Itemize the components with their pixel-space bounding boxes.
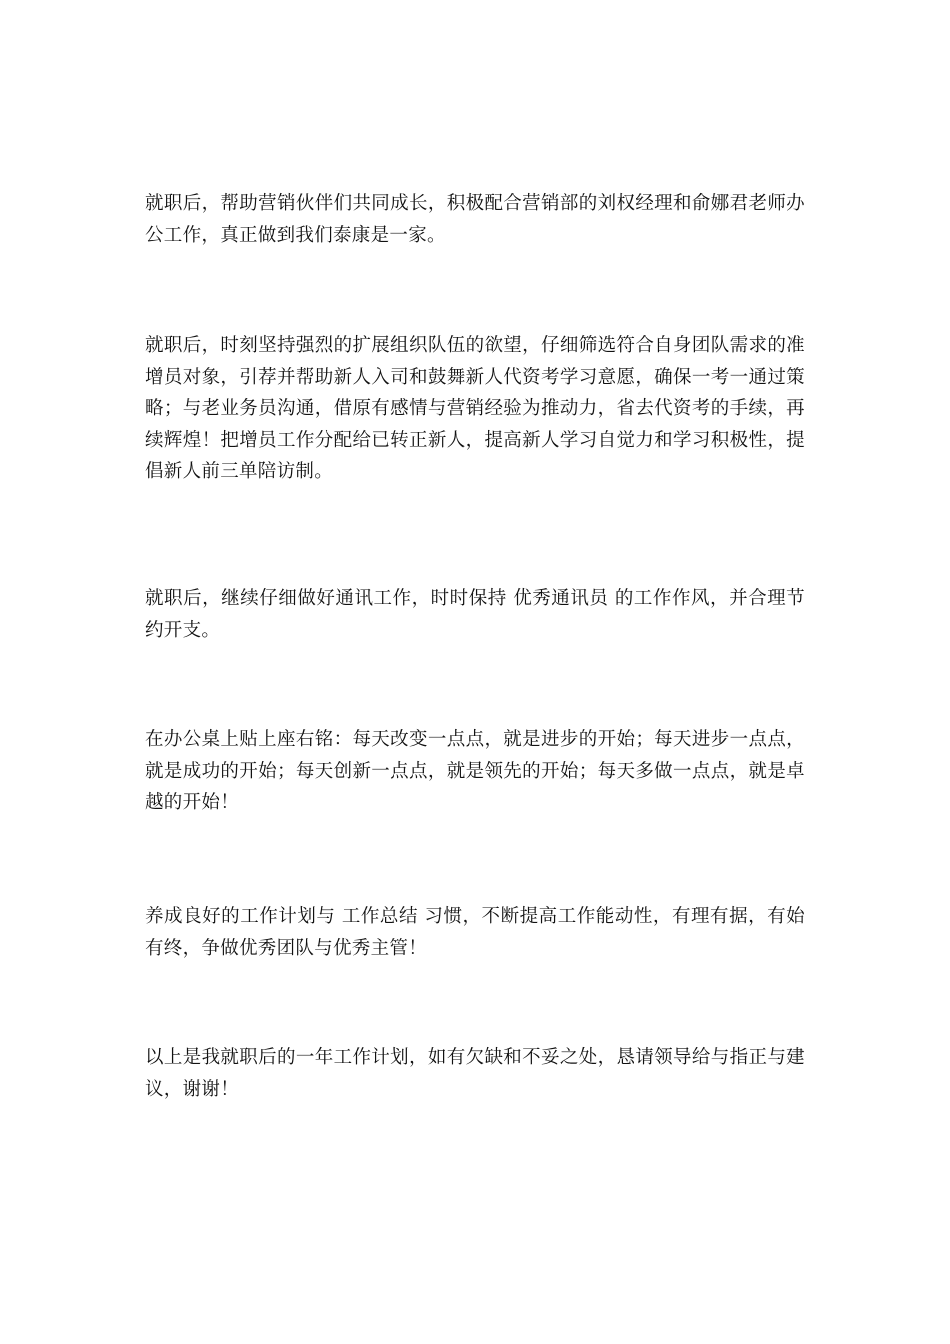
paragraph-closing: 以上是我就职后的一年工作计划，如有欠缺和不妥之处，恳请领导给与指正与建议，谢谢！ <box>145 1047 805 1100</box>
paragraph-habits: 养成良好的工作计划与 工作总结 习惯，不断提高工作能动性，有理有据，有始有终，争做优秀团队与优秀主管！ <box>145 906 805 959</box>
paragraph-motto: 在办公桌上贴上座右铭：每天改变一点点，就是进步的开始；每天进步一点点，就是成功的开始；每天创新一点点，就是领先的开始；每天多做一点点，就是卓越的开始！ <box>145 729 805 813</box>
paragraph-mentoring: 就职后，帮助营销伙伴们共同成长，积极配合营销部的刘权经理和俞娜君老师办公工作，真正做到我们泰康是一家。 <box>145 193 805 246</box>
paragraph-recruitment: 就职后，时刻坚持强烈的扩展组织队伍的欲望，仔细筛选符合自身团队需求的准增员对象，引荐并帮助新人入司和鼓舞新人代资考学习意愿，确保一考一通过策略；与老业务员沟通，借原有感情与营销经验为推动力，省去代资考的手续，再续辉煌！把增员工作分配给已转正新人，提高新人学习自觉力和学习积极性，提倡新人前三单陪访制。 <box>145 335 805 482</box>
paragraph-communication: 就职后，继续仔细做好通讯工作，时时保持 优秀通讯员 的工作作风，并合理节约开支。 <box>145 588 805 641</box>
